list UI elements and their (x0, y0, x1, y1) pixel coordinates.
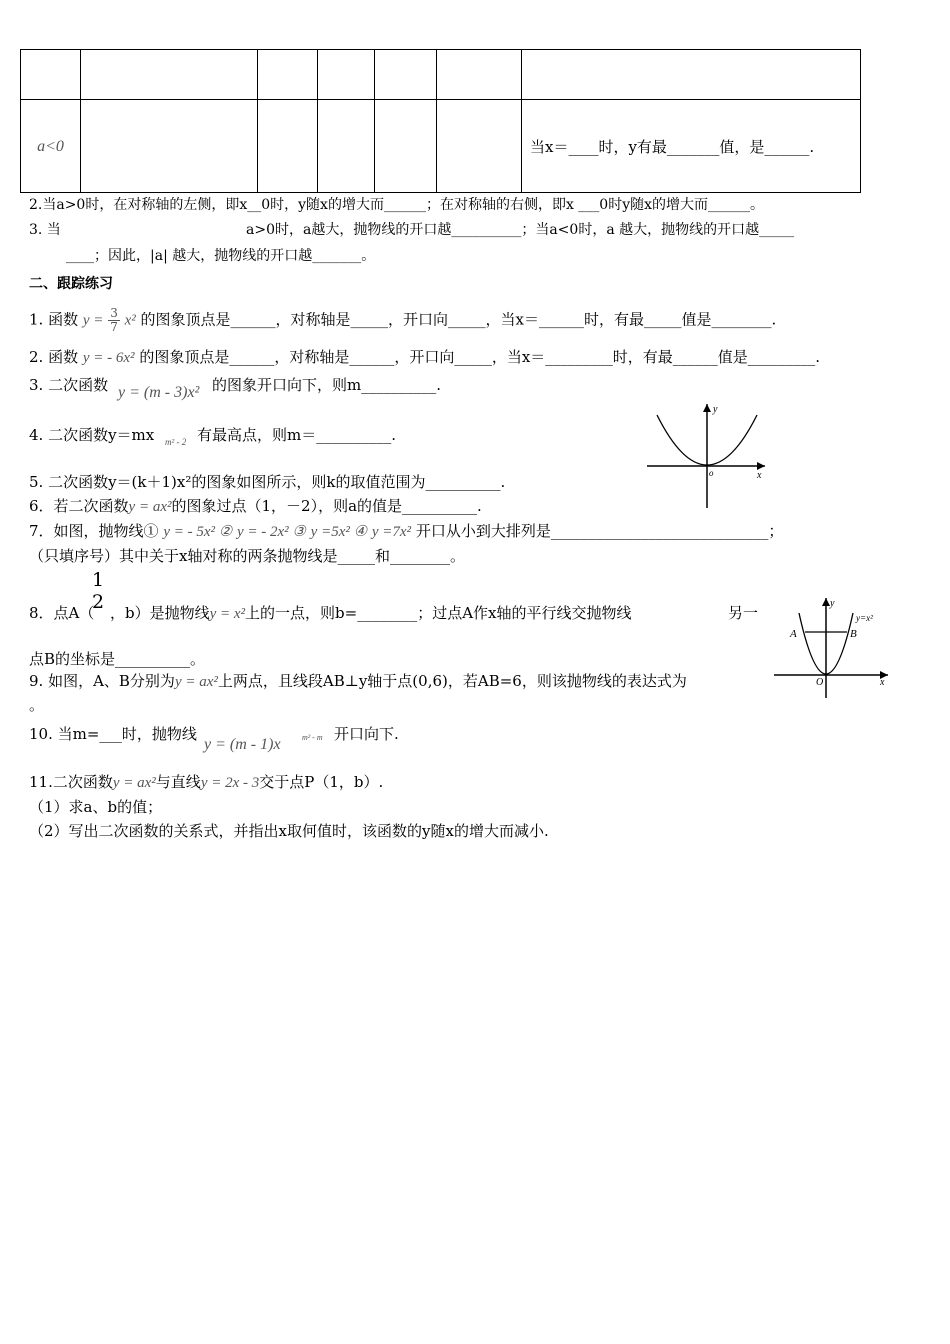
parabola-figure (645, 400, 770, 510)
y-arrow-icon (703, 404, 711, 412)
x-label: x (880, 677, 885, 688)
x-label: x (757, 470, 762, 481)
line-3b: a>0时，a越大，抛物线的开口越__________；当a<0时，a 越大，抛物线的开口越_____ (246, 222, 795, 238)
table-row (21, 50, 861, 100)
q3-equation: y = (m - 3)x² (118, 384, 200, 401)
origin-label: O (816, 677, 824, 688)
question-3b: 的图象开口向下，则m__________. (212, 376, 441, 394)
table-row (21, 100, 861, 193)
question-8a: 8．点A（ (29, 604, 95, 622)
max-min-cell: 当x＝____时，y有最_______值，是______. (522, 100, 861, 193)
x-arrow-icon (757, 462, 765, 470)
question-10a: 10. 当m=___时，抛物线 (29, 725, 197, 743)
question-9c: 。 (29, 696, 45, 714)
question-11: 11.二次函数y = ax²与直线y = 2x - 3交于点P（1，b）. (29, 773, 384, 791)
q8-fraction: 1 2 (92, 569, 105, 613)
curve-label: y=x² (856, 613, 873, 623)
fraction: $\frac{3}{7}$ (110, 306, 118, 334)
parabola-ab-figure (772, 595, 892, 700)
y-label: y (830, 598, 835, 609)
question-8e: 点B的坐标是__________。 (29, 650, 206, 668)
question-4a: 4. 二次函数y＝mx (29, 426, 155, 444)
y-arrow-icon (822, 598, 830, 606)
section-title: 二、跟踪练习 (29, 276, 113, 292)
question-5: 5. 二次函数y＝(k＋1)x²的图象如图所示，则k的取值范围为__________. (29, 473, 506, 491)
question-6: 6．若二次函数y = ax²的图象过点（1，－2），则a的值是__________. (29, 497, 482, 515)
q10-exponent: m² - m (302, 733, 323, 742)
line-2: 2.当a>0时，在对称轴的左侧，即x__0时，y随x的增大而______；在对称轴的右侧，即x ___0时y随x的增大而______。 (29, 197, 765, 213)
line-3c: ____；因此，|a| 越大，抛物线的开口越_______。 (66, 248, 376, 264)
question-4b: 有最高点，则m＝__________. (197, 426, 396, 444)
question-11-part1: （1）求a、b的值； (29, 798, 163, 816)
question-11-part2: （2）写出二次函数的关系式，并指出x取何值时，该函数的y随x的增大而减小. (29, 822, 549, 840)
question-3a: 3. 二次函数 (29, 376, 109, 394)
y-label: y (713, 404, 718, 415)
question-10b: 开口向下. (334, 725, 399, 743)
point-a-label: A (790, 628, 797, 640)
row-label: a<0 (21, 100, 81, 193)
question-7: 7．如图，抛物线① y = - 5x² ② y = - 2x² ③ y =5x² ④ y =7x² 开口从小到大排列是_____________________________； (29, 522, 784, 540)
question-1: 1. 函数 y = $\frac{3}{7}$ x² 的图象顶点是______，对称轴是_____，开口向_____，当x＝______时，有最_____值是________. (29, 306, 777, 334)
question-2: 2. 函数 y = - 6x² 的图象顶点是______，对称轴是______，开口向_____，当x＝_________时，有最______值是_________. (29, 348, 821, 366)
q10-equation: y = (m - 1)x (204, 736, 281, 753)
question-7c: （只填序号）其中关于x轴对称的两条抛物线是_____和________。 (29, 547, 465, 565)
question-8b: ，b）是抛物线y = x²上的一点，则b=________；过点A作x轴的平行线交抛物线 (110, 604, 632, 622)
q4-exponent: m² - 2 (165, 437, 187, 447)
question-8d: 另一 (728, 604, 759, 622)
question-9: 9. 如图，A、B分别为y = ax²上两点，且线段AB⊥y轴于点(0,6)，若AB=6，则该抛物线的表达式为 (29, 672, 687, 690)
answer-table (20, 49, 861, 193)
point-b-label: B (850, 628, 857, 640)
origin-label: o (709, 468, 714, 478)
line-3a: 3. 当 (29, 222, 61, 238)
